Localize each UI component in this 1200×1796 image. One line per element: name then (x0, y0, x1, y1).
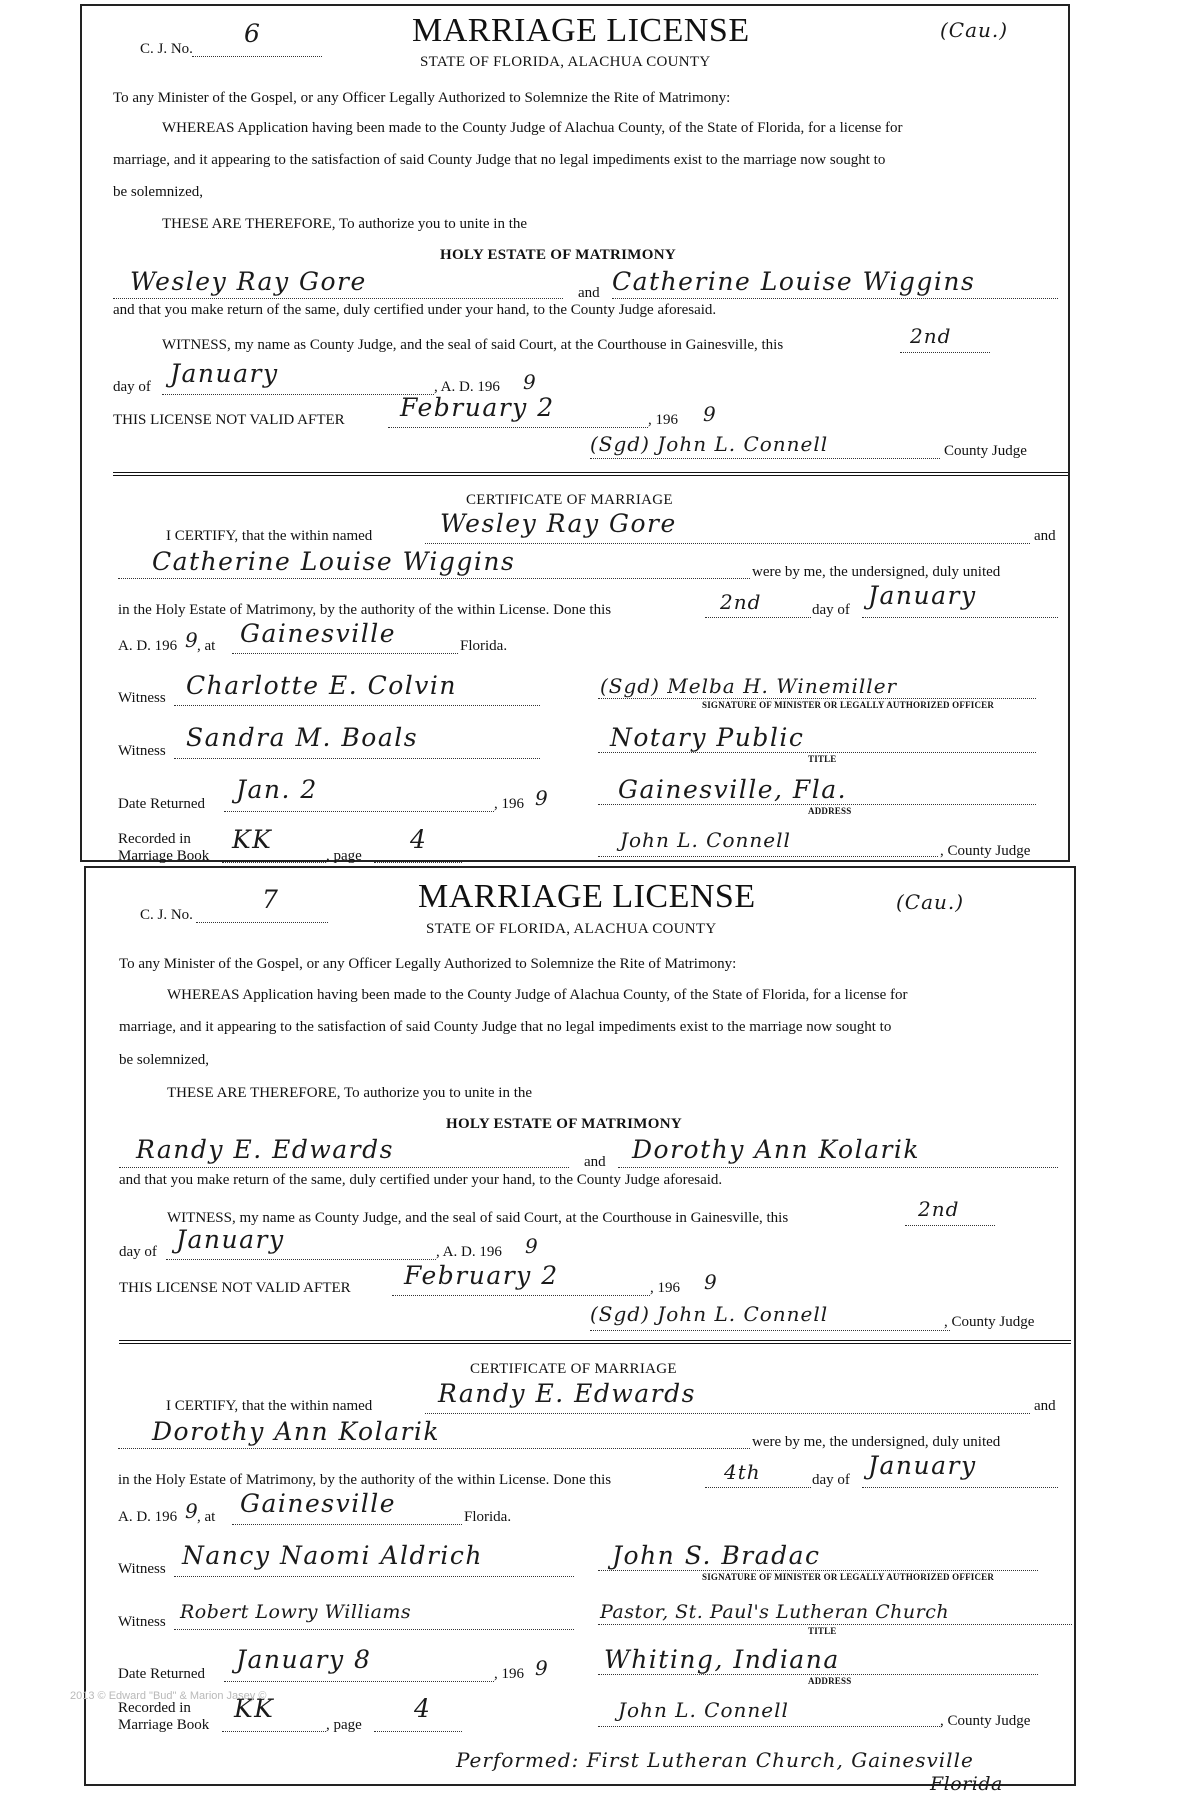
witness1-line-1 (174, 705, 540, 706)
page-label-1: , page (326, 848, 362, 864)
issue-month-line-2 (166, 1259, 436, 1260)
page-number-1: 4 (410, 825, 428, 854)
title-caption-1: TITLE (808, 754, 837, 764)
officer-caption-1: SIGNATURE OF MINISTER OR LEGALLY AUTHORIZED OFFICER (702, 700, 995, 710)
returned-year-1: 9 (535, 786, 549, 810)
witness2-line-2 (174, 1629, 574, 1630)
expiry-year-1: 9 (703, 402, 717, 426)
expiry-date-1: February 2 (400, 393, 555, 422)
florida-label-2: Florida. (464, 1509, 512, 1525)
groom-name-1: Wesley Ray Gore (130, 267, 367, 296)
recorder-line-2 (598, 1726, 942, 1727)
book-1: KK (232, 825, 273, 854)
license-2-border (84, 866, 1076, 1786)
whereas-line-2c: be solemnized, (119, 1052, 209, 1068)
expiry-line-1 (388, 427, 648, 428)
witness-label-2a: Witness (118, 1561, 166, 1577)
address-value-1: Gainesville, Fla. (618, 775, 848, 804)
recorder-signature-2: John L. Connell (618, 1698, 789, 1722)
book-line-2 (222, 1731, 326, 1732)
whereas-line-1c: be solemnized, (113, 184, 203, 200)
cj-number-line-1 (192, 56, 322, 57)
united-label-1: were by me, the undersigned, duly united (752, 564, 1001, 580)
return-line-2: and that you make return of the same, duly certified under your hand, to the County Judge aforesaid. (119, 1172, 723, 1188)
cert-bride-2: Dorothy Ann Kolarik (152, 1417, 441, 1446)
cj-number-1: 6 (244, 19, 262, 48)
witness-label-1a: Witness (118, 690, 166, 706)
date-returned-line-2 (224, 1681, 494, 1682)
issue-month-2: January (176, 1225, 285, 1254)
witness-line-2: WITNESS, my name as County Judge, and the seal of said Court, at the Courthouse in Gainesville, this (167, 1210, 789, 1226)
page-number-2: 4 (414, 1694, 432, 1723)
done-day-line-2 (705, 1487, 811, 1488)
officer-line-1 (598, 698, 1036, 699)
witness1-line-2 (174, 1576, 574, 1577)
done-day-2: 4th (724, 1460, 761, 1484)
title-value-1: Notary Public (610, 723, 805, 752)
cj-number-2: 7 (262, 885, 280, 914)
page-line-1 (374, 862, 462, 863)
ad-label-2: , A. D. 196 (436, 1244, 502, 1260)
place-2: Gainesville (240, 1489, 397, 1518)
certify-label-1: I CERTIFY, that the within named (166, 528, 373, 544)
returned-year-label-1: , 196 (494, 796, 524, 812)
county-judge-label-1: County Judge (944, 443, 1027, 459)
annotation-2: (Cau.) (896, 890, 965, 914)
cj-label-2: C. J. No. (140, 907, 193, 923)
date-returned-label-1: Date Returned (118, 796, 206, 812)
recorder-judge-label-1: , County Judge (940, 843, 1031, 859)
groom-name-2: Randy E. Edwards (136, 1135, 394, 1164)
cert-groom-1: Wesley Ray Gore (440, 509, 677, 538)
place-line-2 (232, 1524, 462, 1525)
issue-year-1: 9 (523, 370, 537, 394)
date-returned-2: January 8 (236, 1645, 372, 1674)
therefore-line-2: THESE ARE THEREFORE, To authorize you to unite in the (167, 1085, 533, 1101)
cert-day-of-label-1: day of (812, 602, 850, 618)
bride-name-1: Catherine Louise Wiggins (612, 267, 976, 296)
cj-number-line-2 (196, 922, 328, 923)
cert-groom-2: Randy E. Edwards (438, 1379, 696, 1408)
witness-label-2b: Witness (118, 1614, 166, 1630)
expiry-year-label-2: , 196 (650, 1280, 680, 1296)
cert-and-label-1: and (1034, 528, 1056, 544)
annotation-1: (Cau.) (940, 18, 1009, 42)
cert-day-of-label-2: day of (812, 1472, 850, 1488)
witness-line-1: WITNESS, my name as County Judge, and the seal of said Court, at the Courthouse in Gainesville, this (162, 337, 784, 353)
address-value-2: Whiting, Indiana (604, 1645, 840, 1674)
certificate-heading-2: CERTIFICATE OF MARRIAGE (470, 1361, 677, 1377)
address-caption-2: ADDRESS (808, 1676, 852, 1686)
cert-at-label-2: , at (197, 1509, 216, 1525)
therefore-line-1: THESE ARE THEREFORE, To authorize you to unite in the (162, 216, 528, 232)
title-line-2 (598, 1624, 1072, 1625)
expiry-date-2: February 2 (404, 1261, 559, 1290)
license-title-1: MARRIAGE LICENSE (412, 12, 750, 49)
title-value-2: Pastor, St. Paul's Lutheran Church (600, 1601, 950, 1623)
whereas-line-1b: marriage, and it appearing to the satisfaction of said County Judge that no legal impediments exist to the marriage now sought to (113, 152, 886, 168)
license-title-2: MARRIAGE LICENSE (418, 878, 756, 915)
county-judge-label-2: , County Judge (944, 1314, 1035, 1330)
cert-bride-line-2 (118, 1448, 750, 1449)
whereas-line-2b: marriage, and it appearing to the satisfaction of said County Judge that no legal impediments exist to the marriage now sought to (119, 1019, 892, 1035)
cert-ad-label-2: A. D. 196 (118, 1509, 178, 1525)
cert-year-2: 9 (185, 1499, 199, 1523)
holy-estate-heading-2: HOLY ESTATE OF MATRIMONY (446, 1116, 682, 1132)
license-divider-1 (113, 472, 1068, 476)
day-of-label-1: day of (113, 379, 151, 395)
day-of-label-2: day of (119, 1244, 157, 1260)
not-valid-label-1: THIS LICENSE NOT VALID AFTER (113, 412, 345, 428)
estate-line-1: in the Holy Estate of Matrimony, by the authority of the within License. Done this (118, 602, 612, 618)
license-divider-2 (119, 1340, 1071, 1344)
recorded-label-1a: Recorded in (118, 831, 191, 847)
groom-line-1 (113, 298, 563, 299)
done-month-2: January (868, 1451, 977, 1480)
witness-label-1b: Witness (118, 743, 166, 759)
witness1-2: Nancy Naomi Aldrich (182, 1541, 484, 1570)
recorded-label-1b: Marriage Book (118, 848, 210, 864)
bride-line-2 (618, 1167, 1058, 1168)
expiry-year-2: 9 (704, 1270, 718, 1294)
cj-label-1: C. J. No. (140, 41, 193, 57)
date-returned-label-2: Date Returned (118, 1666, 206, 1682)
cert-at-label-1: , at (197, 638, 216, 654)
officer-line-2 (598, 1570, 1038, 1571)
ad-label-1: , A. D. 196 (434, 379, 500, 395)
officer-signature-1: (Sgd) Melba H. Winemiller (600, 674, 898, 698)
page-line-2 (374, 1731, 462, 1732)
address-caption-1: ADDRESS (808, 806, 852, 816)
officer-signature-2: John S. Bradac (612, 1541, 821, 1570)
judge-line-1 (590, 458, 940, 459)
place-line-1 (232, 653, 458, 654)
and-label-1: and (578, 285, 600, 301)
not-valid-label-2: THIS LICENSE NOT VALID AFTER (119, 1280, 351, 1296)
address-line-2 (598, 1674, 1038, 1675)
recorded-label-2b: Marriage Book (118, 1717, 210, 1733)
issue-year-2: 9 (525, 1234, 539, 1258)
return-line-1: and that you make return of the same, duly certified under your hand, to the County Judge aforesaid. (113, 302, 717, 318)
page-label-2: , page (326, 1717, 362, 1733)
estate-line-2: in the Holy Estate of Matrimony, by the authority of the within License. Done this (118, 1472, 612, 1488)
done-month-1: January (868, 581, 977, 610)
witness2-1: Sandra M. Boals (186, 723, 419, 752)
cert-groom-line-2 (425, 1413, 1030, 1414)
holy-estate-heading-1: HOLY ESTATE OF MATRIMONY (440, 247, 676, 263)
cert-year-1: 9 (185, 628, 199, 652)
whereas-line-2a: WHEREAS Application having been made to the County Judge of Alachua County, of the State of Florida, for a license for (167, 987, 908, 1003)
cert-groom-line-1 (425, 543, 1030, 544)
bride-name-2: Dorothy Ann Kolarik (632, 1135, 921, 1164)
judge-signature-2: (Sgd) John L. Connell (590, 1302, 829, 1326)
recorder-line-1 (598, 856, 938, 857)
title-caption-2: TITLE (808, 1626, 837, 1636)
recorder-judge-label-2: , County Judge (940, 1713, 1031, 1729)
license-subtitle-2: STATE OF FLORIDA, ALACHUA COUNTY (426, 921, 717, 937)
officer-caption-2: SIGNATURE OF MINISTER OR LEGALLY AUTHORIZED OFFICER (702, 1572, 995, 1582)
performed-note-line-1: Performed: First Lutheran Church, Gainesville (456, 1748, 974, 1772)
book-2: KK (234, 1694, 275, 1723)
judge-signature-1: (Sgd) John L. Connell (590, 432, 829, 456)
date-returned-1: Jan. 2 (236, 775, 318, 804)
certificate-heading-1: CERTIFICATE OF MARRIAGE (466, 492, 673, 508)
book-line-1 (222, 862, 326, 863)
address-line-1 (598, 804, 1036, 805)
done-day-1: 2nd (720, 590, 762, 614)
and-label-2: and (584, 1154, 606, 1170)
united-label-2: were by me, the undersigned, duly united (752, 1434, 1001, 1450)
recorded-label-2a: Recorded in (118, 1700, 191, 1716)
address-line-2: To any Minister of the Gospel, or any Officer Legally Authorized to Solemnize the Rite of Matrimony: (119, 956, 737, 972)
whereas-line-1a: WHEREAS Application having been made to the County Judge of Alachua County, of the State of Florida, for a license for (162, 120, 903, 136)
cert-ad-label-1: A. D. 196 (118, 638, 178, 654)
witness2-line-1 (174, 758, 540, 759)
issue-month-line-1 (162, 394, 434, 395)
returned-year-label-2: , 196 (494, 1666, 524, 1682)
title-line-1 (598, 752, 1036, 753)
done-day-line-1 (705, 617, 811, 618)
recorder-signature-1: John L. Connell (620, 828, 791, 852)
address-line-1: To any Minister of the Gospel, or any Officer Legally Authorized to Solemnize the Rite of Matrimony: (113, 90, 731, 106)
performed-note-line-2: Florida (930, 1773, 1003, 1795)
done-month-line-1 (862, 617, 1058, 618)
returned-year-2: 9 (535, 1656, 549, 1680)
witness-day-line-2 (905, 1225, 995, 1226)
copyright-watermark: 2013 © Edward "Bud" & Marion Jasey © (70, 1690, 267, 1702)
witness-day-2: 2nd (918, 1197, 960, 1221)
witness-day-1: 2nd (910, 324, 952, 348)
bride-line-1 (612, 298, 1058, 299)
cert-bride-1: Catherine Louise Wiggins (152, 547, 516, 576)
judge-line-2 (590, 1330, 950, 1331)
witness-day-line-1 (900, 352, 990, 353)
certify-label-2: I CERTIFY, that the within named (166, 1398, 373, 1414)
expiry-year-label-1: , 196 (648, 412, 678, 428)
license-subtitle-1: STATE OF FLORIDA, ALACHUA COUNTY (420, 54, 711, 70)
cert-bride-line-1 (118, 578, 750, 579)
witness2-2: Robert Lowry Williams (180, 1601, 412, 1623)
date-returned-line-1 (224, 811, 494, 812)
florida-label-1: Florida. (460, 638, 508, 654)
groom-line-2 (119, 1167, 569, 1168)
cert-and-label-2: and (1034, 1398, 1056, 1414)
issue-month-1: January (170, 359, 279, 388)
witness1-1: Charlotte E. Colvin (186, 671, 458, 700)
place-1: Gainesville (240, 619, 397, 648)
done-month-line-2 (862, 1487, 1058, 1488)
expiry-line-2 (392, 1295, 650, 1296)
